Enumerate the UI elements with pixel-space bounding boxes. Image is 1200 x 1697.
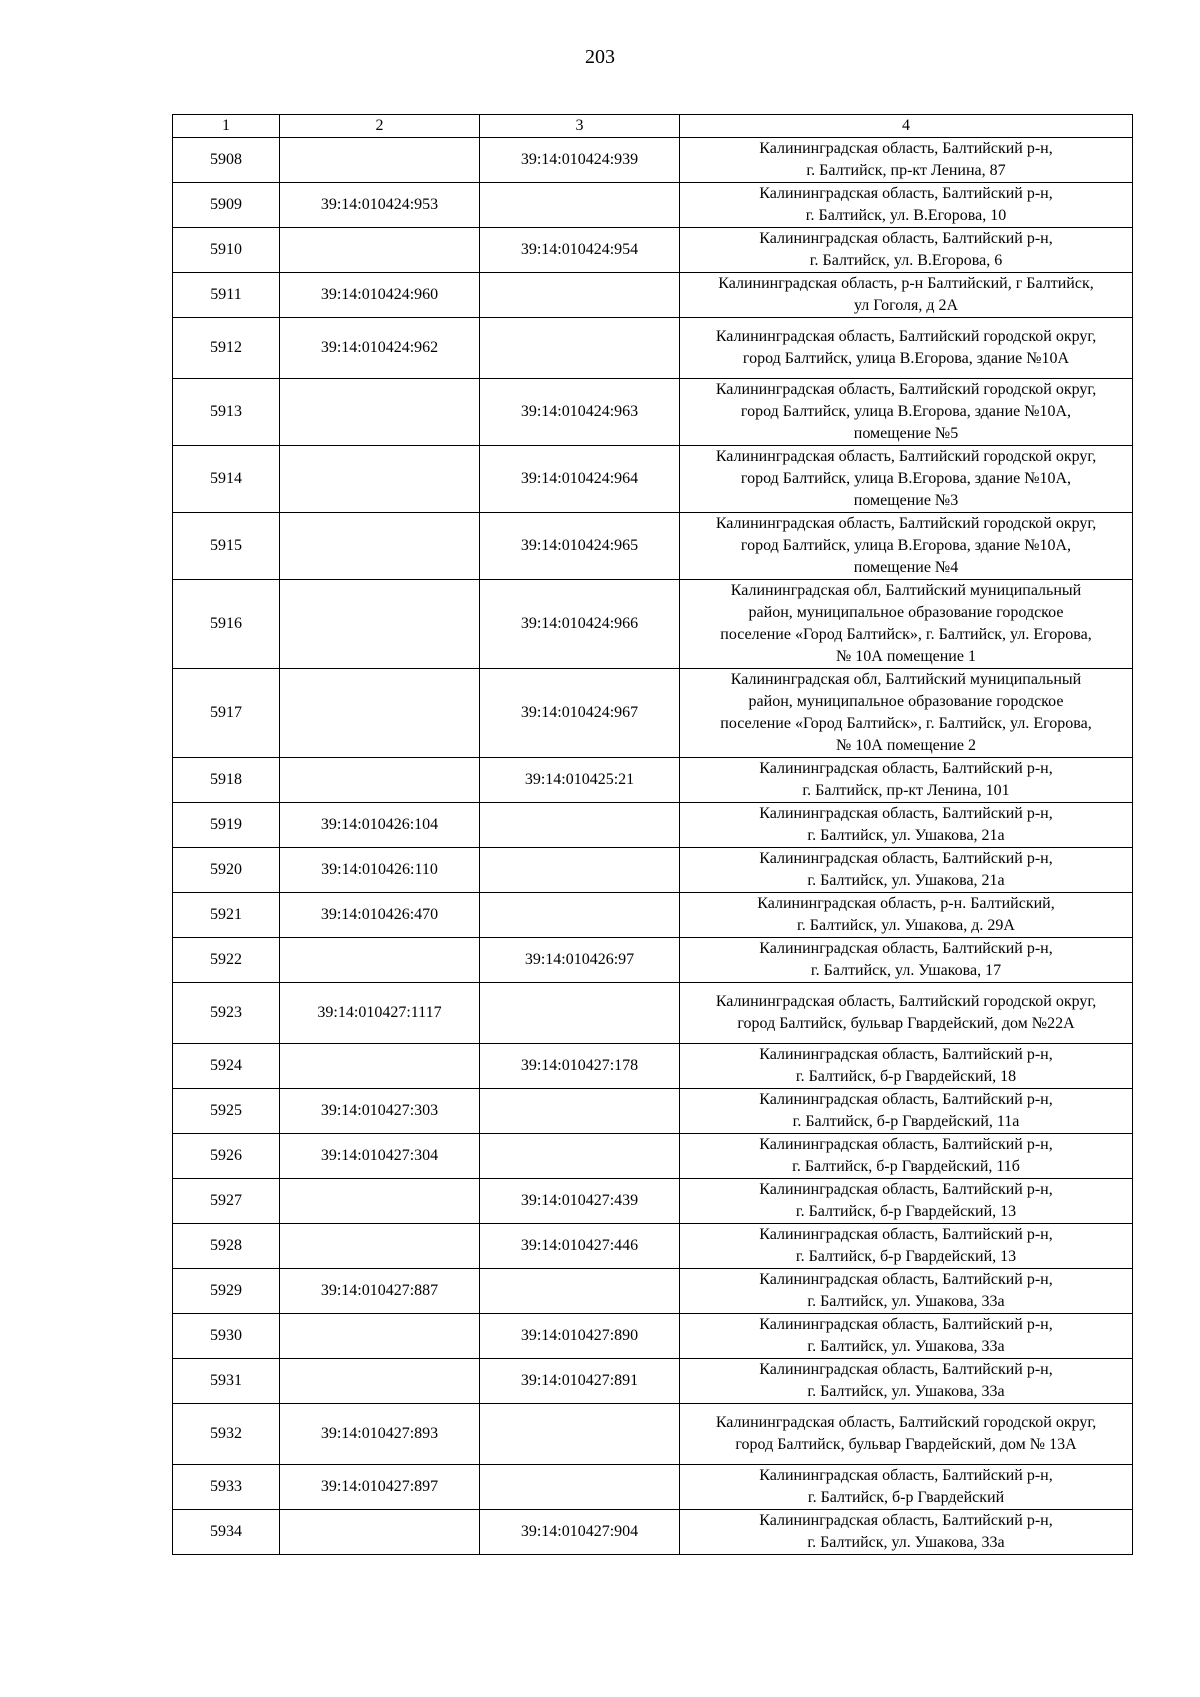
address-cell: Калининградская область, Балтийский городской округ, город Балтийск, бульвар Гвардейский, дом № 13А [680,1404,1133,1465]
cadastral-number-cell [480,1089,680,1134]
cadastral-number-cell: 39:14:010424:954 [480,228,680,273]
cadastral-number-cell [280,580,480,669]
address-cell: Калининградская область, Балтийский р-н, г. Балтийск, ул. Ушакова, 17 [680,938,1133,983]
row-number-cell: 5909 [173,183,280,228]
row-number-cell: 5934 [173,1510,280,1555]
address-cell: Калининградская область, Балтийский городской округ, город Балтийск, улица В.Егорова, здание №10А, помещение №4 [680,513,1133,580]
table-row [173,446,1133,513]
table-row [173,1510,1133,1555]
cadastral-number-cell [480,1465,680,1510]
cadastral-number-cell [280,1314,480,1359]
table-row [173,1359,1133,1404]
address-cell: Калининградская область, Балтийский р-н, г. Балтийск, ул. Ушакова, 33а [680,1269,1133,1314]
address-cell: Калининградская область, Балтийский р-н, г. Балтийск, б-р Гвардейский, 18 [680,1044,1133,1089]
table-row [173,1314,1133,1359]
row-number-cell: 5933 [173,1465,280,1510]
row-number-cell: 5920 [173,848,280,893]
cadastral-number-cell: 39:14:010427:304 [280,1134,480,1179]
address-cell: Калининградская область, Балтийский р-н, г. Балтийск, ул. Ушакова, 21а [680,803,1133,848]
row-number-cell: 5915 [173,513,280,580]
cadastral-number-cell [280,758,480,803]
cadastral-number-cell: 39:14:010424:967 [480,669,680,758]
cadastral-number-cell [280,1179,480,1224]
row-number-cell: 5924 [173,1044,280,1089]
row-number-cell: 5929 [173,1269,280,1314]
page-number: 203 [585,46,615,68]
table-row [173,379,1133,446]
cadastral-number-cell: 39:14:010427:1117 [280,983,480,1044]
address-cell: Калининградская область, р-н Балтийский, г Балтийск, ул Гоголя, д 2А [680,273,1133,318]
row-number-cell: 5925 [173,1089,280,1134]
address-cell: Калининградская область, Балтийский городской округ, город Балтийск, улица В.Егорова, здание №10А [680,318,1133,379]
address-cell: Калининградская область, Балтийский р-н, г. Балтийск, ул. В.Егорова, 10 [680,183,1133,228]
cadastral-number-cell [280,1044,480,1089]
address-cell: Калининградская область, Балтийский городской округ, город Балтийск, бульвар Гвардейский, дом №22А [680,983,1133,1044]
row-number-cell: 5910 [173,228,280,273]
header-col-4: 4 [680,115,1133,138]
cadastral-number-cell [480,1134,680,1179]
address-cell: Калининградская область, Балтийский городской округ, город Балтийск, улица В.Егорова, здание №10А, помещение №3 [680,446,1133,513]
row-number-cell: 5926 [173,1134,280,1179]
header-col-3: 3 [480,115,680,138]
cadastral-number-cell [480,893,680,938]
table-row [173,848,1133,893]
cadastral-number-cell: 39:14:010424:964 [480,446,680,513]
address-cell: Калининградская область, Балтийский р-н, г. Балтийск, пр-кт Ленина, 87 [680,138,1133,183]
row-number-cell: 5931 [173,1359,280,1404]
table-row [173,1269,1133,1314]
cadastral-number-cell [480,183,680,228]
table-row [173,273,1133,318]
address-cell: Калининградская область, Балтийский р-н, г. Балтийск, б-р Гвардейский, 11б [680,1134,1133,1179]
cadastral-number-cell: 39:14:010427:446 [480,1224,680,1269]
address-cell: Калининградская область, Балтийский городской округ, город Балтийск, улица В.Егорова, здание №10А, помещение №5 [680,379,1133,446]
cadastral-number-cell: 39:14:010424:960 [280,273,480,318]
table-header [173,115,1133,138]
cadastral-number-cell: 39:14:010427:890 [480,1314,680,1359]
cadastral-number-cell: 39:14:010426:110 [280,848,480,893]
row-number-cell: 5921 [173,893,280,938]
row-number-cell: 5919 [173,803,280,848]
cadastral-number-cell [280,1510,480,1555]
cadastral-number-cell: 39:14:010427:303 [280,1089,480,1134]
address-cell: Калининградская область, р-н. Балтийский, г. Балтийск, ул. Ушакова, д. 29А [680,893,1133,938]
cadastral-number-cell: 39:14:010427:178 [480,1044,680,1089]
cadastral-number-cell: 39:14:010424:939 [480,138,680,183]
row-number-cell: 5918 [173,758,280,803]
cadastral-number-cell [480,848,680,893]
cadastral-number-cell: 39:14:010424:966 [480,580,680,669]
cadastral-number-cell: 39:14:010425:21 [480,758,680,803]
address-cell: Калининградская область, Балтийский р-н, г. Балтийск, б-р Гвардейский, 13 [680,1179,1133,1224]
table-row [173,1465,1133,1510]
address-cell: Калининградская область, Балтийский р-н, г. Балтийск, ул. Ушакова, 33а [680,1359,1133,1404]
cadastral-number-cell: 39:14:010424:963 [480,379,680,446]
address-cell: Калининградская область, Балтийский р-н, г. Балтийск, ул. Ушакова, 33а [680,1314,1133,1359]
table-row [173,1179,1133,1224]
table-row [173,758,1133,803]
cadastral-number-cell: 39:14:010424:965 [480,513,680,580]
table-row [173,513,1133,580]
cadastral-number-cell [480,1269,680,1314]
row-number-cell: 5908 [173,138,280,183]
table-row [173,1089,1133,1134]
row-number-cell: 5922 [173,938,280,983]
row-number-cell: 5923 [173,983,280,1044]
cadastral-number-cell [480,983,680,1044]
row-number-cell: 5916 [173,580,280,669]
header-col-2: 2 [280,115,480,138]
row-number-cell: 5928 [173,1224,280,1269]
table-row [173,983,1133,1044]
cadastral-number-cell [480,318,680,379]
address-cell: Калининградская область, Балтийский р-н, г. Балтийск, б-р Гвардейский [680,1465,1133,1510]
cadastral-number-cell: 39:14:010426:104 [280,803,480,848]
cadastral-number-cell [280,513,480,580]
cadastral-number-cell [480,1404,680,1465]
cadastral-number-cell: 39:14:010424:962 [280,318,480,379]
address-cell: Калининградская область, Балтийский р-н, г. Балтийск, ул. Ушакова, 21а [680,848,1133,893]
cadastral-number-cell: 39:14:010427:904 [480,1510,680,1555]
table-row [173,1134,1133,1179]
cadastral-number-cell [280,669,480,758]
table-row [173,1224,1133,1269]
row-number-cell: 5913 [173,379,280,446]
cadastral-number-cell: 39:14:010427:897 [280,1465,480,1510]
cadastral-number-cell: 39:14:010426:470 [280,893,480,938]
row-number-cell: 5927 [173,1179,280,1224]
address-cell: Калининградская обл, Балтийский муниципальный район, муниципальное образование городское поселение «Город Балтийск», г. Балтийск, ул. Егорова, № 10А помещение 1 [680,580,1133,669]
cadastral-number-cell [280,1224,480,1269]
cadastral-number-cell: 39:14:010427:893 [280,1404,480,1465]
table-row [173,228,1133,273]
row-number-cell: 5917 [173,669,280,758]
table-row [173,1404,1133,1465]
registry-table [172,114,1133,1555]
row-number-cell: 5914 [173,446,280,513]
cadastral-number-cell [280,446,480,513]
header-row [173,115,1133,138]
address-cell: Калининградская область, Балтийский р-н, г. Балтийск, б-р Гвардейский, 11а [680,1089,1133,1134]
address-cell: Калининградская область, Балтийский р-н, г. Балтийск, пр-кт Ленина, 101 [680,758,1133,803]
table-row [173,138,1133,183]
cadastral-number-cell: 39:14:010426:97 [480,938,680,983]
cadastral-number-cell: 39:14:010427:439 [480,1179,680,1224]
cadastral-number-cell [480,273,680,318]
table-row [173,803,1133,848]
row-number-cell: 5932 [173,1404,280,1465]
cadastral-number-cell [280,228,480,273]
row-number-cell: 5930 [173,1314,280,1359]
address-cell: Калининградская область, Балтийский р-н, г. Балтийск, ул. Ушакова, 33а [680,1510,1133,1555]
address-cell: Калининградская обл, Балтийский муниципальный район, муниципальное образование городское поселение «Город Балтийск», г. Балтийск, ул. Егорова, № 10А помещение 2 [680,669,1133,758]
table-row [173,938,1133,983]
cadastral-number-cell [280,938,480,983]
table-row [173,318,1133,379]
table-row [173,580,1133,669]
table-body [173,138,1133,1555]
table-row [173,183,1133,228]
cadastral-number-cell [280,379,480,446]
header-col-1: 1 [173,115,280,138]
table-row [173,893,1133,938]
table-row [173,669,1133,758]
cadastral-number-cell [280,1359,480,1404]
cadastral-number-cell [480,803,680,848]
address-cell: Калининградская область, Балтийский р-н, г. Балтийск, б-р Гвардейский, 13 [680,1224,1133,1269]
cadastral-number-cell [280,138,480,183]
row-number-cell: 5912 [173,318,280,379]
cadastral-number-cell: 39:14:010427:891 [480,1359,680,1404]
cadastral-number-cell: 39:14:010427:887 [280,1269,480,1314]
address-cell: Калининградская область, Балтийский р-н, г. Балтийск, ул. В.Егорова, 6 [680,228,1133,273]
table-row [173,1044,1133,1089]
cadastral-number-cell: 39:14:010424:953 [280,183,480,228]
row-number-cell: 5911 [173,273,280,318]
